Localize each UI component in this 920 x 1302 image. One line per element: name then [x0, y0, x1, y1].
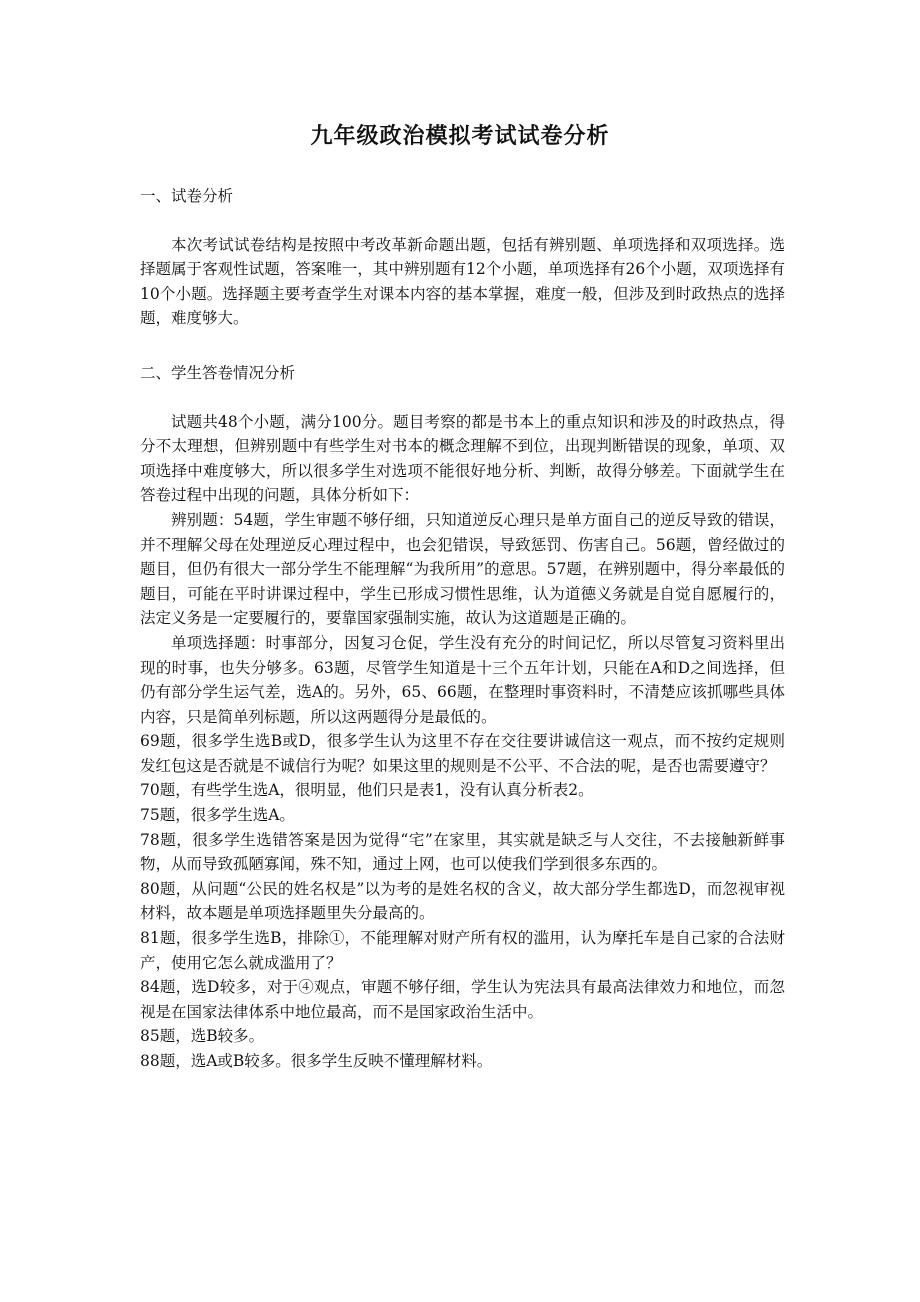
question-note: 78题，很多学生选错答案是因为觉得“宅”在家里，其实就是缺乏与人交往，不去接触新鲜事物，从而导致孤陋寡闻，殊不知，通过上网，也可以使我们学到很多东西的。 — [140, 830, 785, 874]
question-note: 69题，很多学生选B或D，很多学生认为这里不存在交往要讲诚信这一观点，而不按约定规则发红包这是否就是不诚信行为呢？如果这里的规则是不公平、不合法的呢，是否也需要遵守？ — [140, 732, 785, 775]
question-note: 84题，选D较多，对于④观点，审题不够仔细，学生认为宪法具有最高法律效力和地位，而忽视是在国家法律体系中地位最高，而不是国家政治生活中。 — [140, 978, 785, 1021]
section-2-paragraph-discrimination: 辨别题：54题，学生审题不够仔细，只知道逆反心理只是单方面自己的逆反导致的错误，并不理解父母在处理逆反心理过程中，也会犯错误，导致惩罚、伤害自己。56题，曾经做过的题目，但仍有很大一部分学生不能理解“为我所用”的意思。57题，在辨别题中，得分率最低的题目，可能在平时讲课过程中，学生已形成习惯性思维，认为道德义务就是自觉自愿履行的，法定义务是一定要履行的，要靠国家强制实施，故认为这道题是正确的。 — [140, 510, 785, 628]
question-note: 70题，有些学生选A，很明显，他们只是表1，没有认真分析表2。 — [140, 781, 594, 800]
section-2-paragraph-single-choice: 单项选择题：时事部分，因复习仓促，学生没有充分的时间记忆，所以尽管复习资料里出现的时事，也失分够多。63题，尽管学生知道是十三个五年计划，只能在A和D之间选择，但仍有部分学生运气差，选A的。另外，65、66题，在整理时事资料时，不清楚应该抓哪些具体内容，只是简单列标题，所以这两题得分是最低的。 — [140, 633, 785, 726]
question-note: 88题，选A或B较多。很多学生反映不懂理解材料。 — [140, 1052, 493, 1070]
section-1-heading: 一、试卷分析 — [140, 187, 234, 205]
question-note: 85题，选B较多。 — [140, 1027, 265, 1046]
question-note: 75题，很多学生选A。 — [140, 806, 295, 825]
document-title: 九年级政治模拟考试试卷分析 — [310, 123, 610, 149]
question-note: 81题，很多学生选B，排除①，不能理解对财产所有权的滥用，认为摩托车是自己家的合法财产，使用它怎么就成滥用了？ — [140, 929, 785, 972]
question-note: 80题，从问题“公民的姓名权是”以为考的是姓名权的含义，故大部分学生都选D，而忽视审视材料，故本题是单项选择题里失分最高的。 — [140, 879, 785, 923]
section-1-paragraph: 本次考试试卷结构是按照中考改革新命题出题，包括有辨别题、单项选择和双项选择。选择题属于客观性试题，答案唯一，其中辨别题有12个小题，单项选择有26个小题，双项选择有10个小题。选择题主要考查学生对课本内容的基本掌握，难度一般，但涉及到时政热点的选择题，难度够大。 — [140, 235, 785, 328]
document-body — [140, 184, 785, 1074]
section-2-heading: 二、学生答卷情况分析 — [140, 363, 296, 382]
section-2-paragraph-overview: 试题共48个小题，满分100分。题目考察的都是书本上的重点知识和涉及的时政热点，得分不太理想，但辨别题中有些学生对书本的概念理解不到位，出现判断错误的现象，单项、双项选择中难度够大，所以很多学生对选项不能很好地分析、判断，故得分够差。下面就学生在答卷过程中出现的问题，具体分析如下： — [140, 412, 785, 505]
